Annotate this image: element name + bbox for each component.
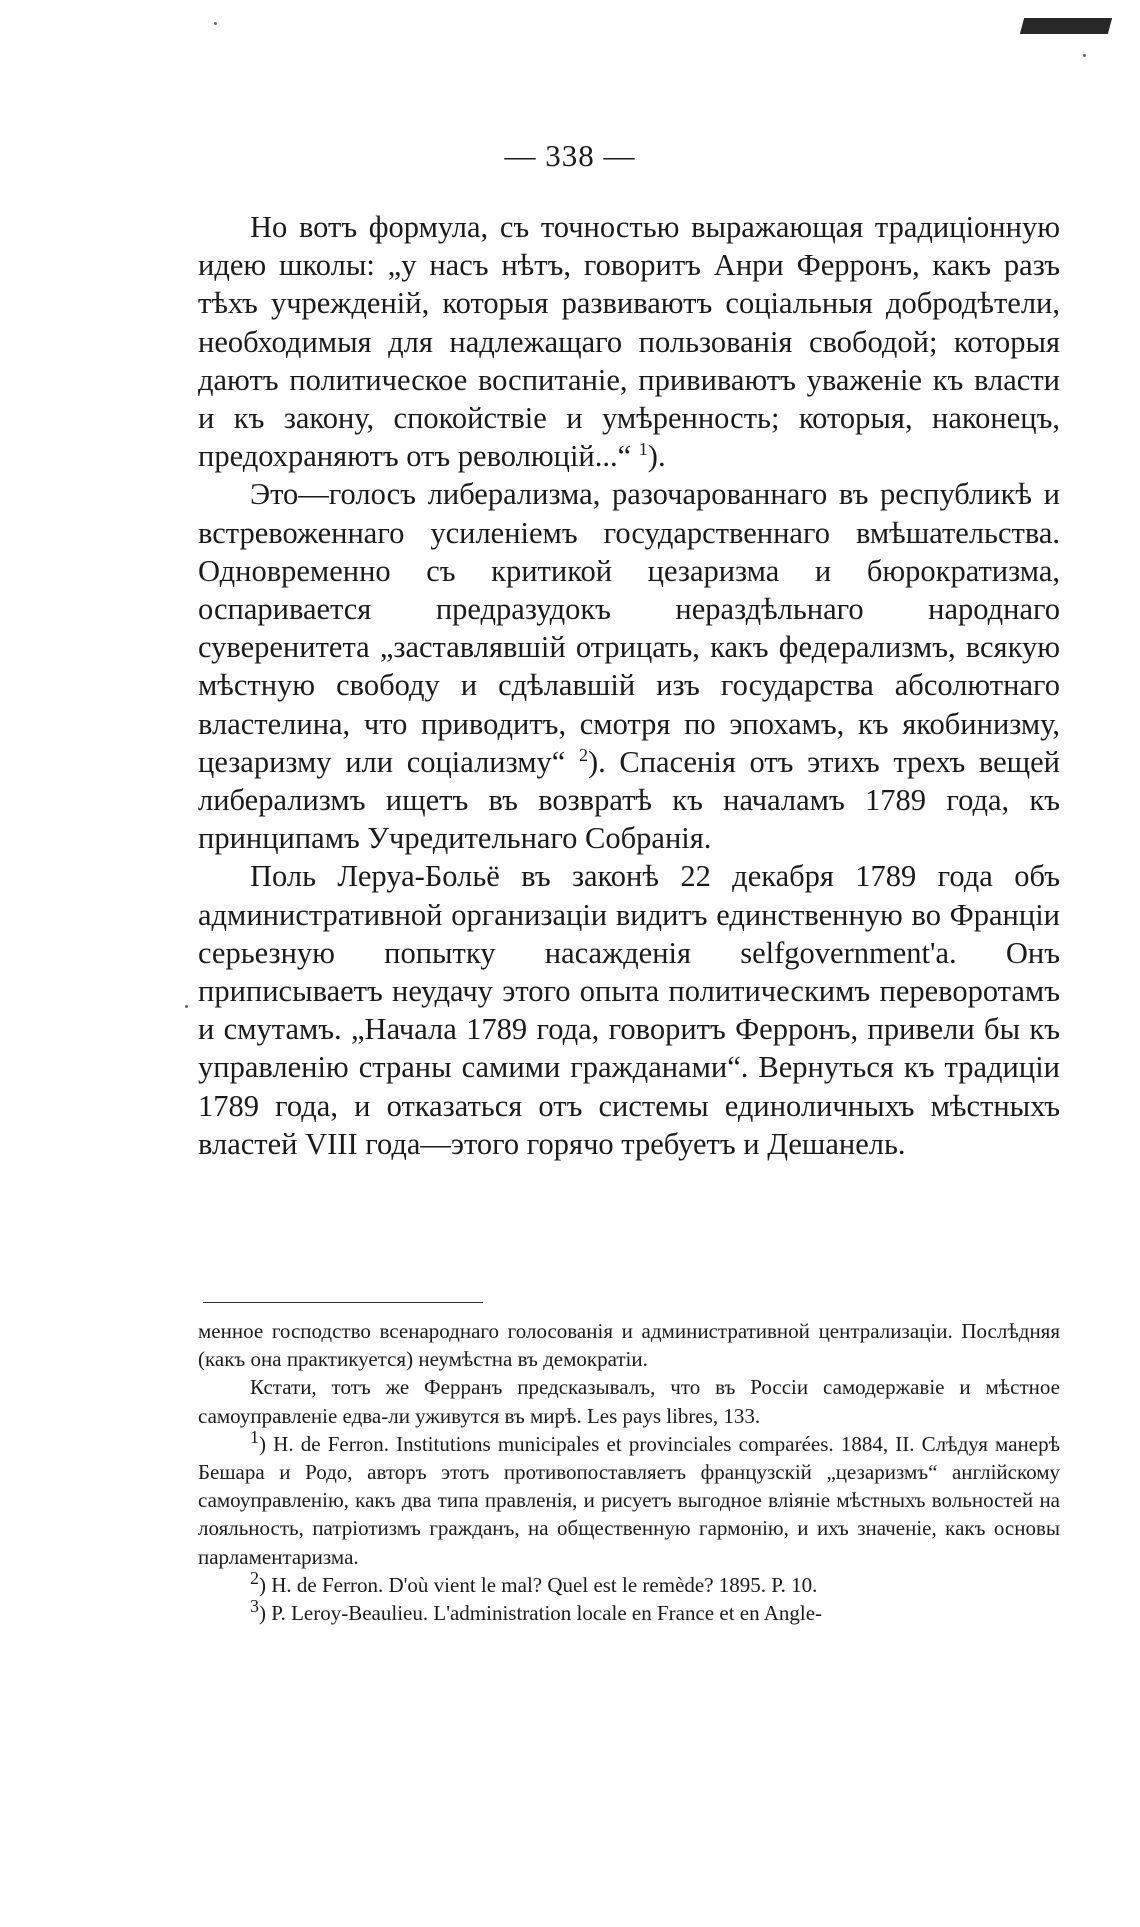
paragraph-text: Это—голосъ либерализма, разочарованнаго въ республикѣ и встревоженнаго усиленіемъ государственнаго вмѣшательства. Одновременно съ критикой цезаризма и бюрократизма, оспаривается предразудокъ нераздѣльнаго народнаго суверенитета „заставлявшій отрицать, какъ федерализмъ, всякую мѣстную свободу и сдѣлавшій изъ государства абсолютнаго властелина, что приводитъ, смотря по эпохамъ, къ якобинизму, цезаризму или соціализму“	[198, 477, 1060, 779]
paragraph-1	[198, 208, 1060, 475]
footnote-ref: 1	[638, 439, 648, 460]
paragraph-text: Но вотъ формула, съ точностью выражающая традиціонную идею школы: „у насъ нѣтъ, говоритъ Анри Ферронъ, какъ разъ тѣхъ учрежденій, которыя развиваютъ соціальныя добродѣтели, необходимыя для надлежащаго пользованія свободой; которыя даютъ политическое воспитаніе, прививаютъ уваженіе къ власти и къ закону, спокойствіе и умѣренность; которыя, наконецъ, предохраняютъ отъ революцій...“	[198, 210, 1060, 474]
paragraph-text: Поль Леруа-Больё въ законѣ 22 декабря 1789 года объ административной организаціи видитъ единственную во Франціи серьезную попытку насажденія selfgovernment'а. Онъ приписываетъ неудачу этого опыта политическимъ переворотамъ и смутамъ. „Начала 1789 года, говоритъ Ферронъ, привели бы къ управленію страны самими гражданами“. Вернуться къ традиціи 1789 года, и отказаться отъ системы единоличныхъ мѣстныхъ властей VIII года—этого горячо требуетъ и Дешанель.	[198, 859, 1060, 1161]
footnote-divider	[203, 1302, 483, 1303]
footnotes	[198, 1317, 1060, 1627]
paragraph-text: ). Спасенія отъ этихъ трехъ вещей либерализмъ ищетъ въ возвратѣ къ началамъ 1789 года, къ принципамъ Учредительнаго Собранія.	[198, 744, 1060, 856]
footnote-1	[198, 1426, 1060, 1571]
scan-speck	[185, 1005, 188, 1008]
footnote-ref: 2	[578, 744, 588, 765]
footnote-3	[198, 1596, 1060, 1627]
paragraph-text: ).	[647, 439, 666, 474]
footnote-mark: 3	[250, 1596, 259, 1617]
footnote-2	[198, 1567, 1060, 1599]
footnote-text: ) H. de Ferron. D'où vient le mal? Quel est le remède? 1895. P. 10.	[259, 1572, 818, 1597]
footnote-extra: Кстати, тотъ же Ферранъ предсказывалъ, что въ Россіи самодержавіе и мѣстное самоуправленіе едва-ли уживутся въ мирѣ. Les pays libres, 133.	[198, 1375, 1060, 1428]
paragraph-2	[198, 475, 1060, 857]
footnote-mark: 2	[250, 1567, 259, 1588]
scan-speck	[214, 22, 217, 25]
footnote-mark: 1	[250, 1426, 259, 1447]
footnote-continuation: менное господство всенароднаго голосованія и административной централизаціи. Послѣдняя (какъ она практикуется) неумѣстна въ демократіи.	[198, 1319, 1060, 1372]
page-number: — 338 —	[504, 138, 636, 173]
footnote-text: ) P. Leroy-Beaulieu. L'administration locale en France et en Angle-	[259, 1601, 823, 1626]
scan-artifact	[1020, 18, 1112, 34]
paragraph-3	[198, 857, 1060, 1163]
footnote-text: ) H. de Ferron. Institutions municipales et provinciales comparées. 1884, II. Слѣдуя манерѣ Бешара и Родо, авторъ этотъ противопоставляетъ французскій „цезаризмъ“ англійскому самоуправленію, какъ два типа правленія, и рисуетъ выгодное вліяніе мѣстныхъ вольностей на лояльность, патріотизмъ гражданъ, на общественную гармонію, и ихъ значеніе, какъ основы парламентаризма.	[198, 1431, 1060, 1569]
scan-speck	[1083, 54, 1086, 57]
main-text	[198, 208, 1060, 1163]
